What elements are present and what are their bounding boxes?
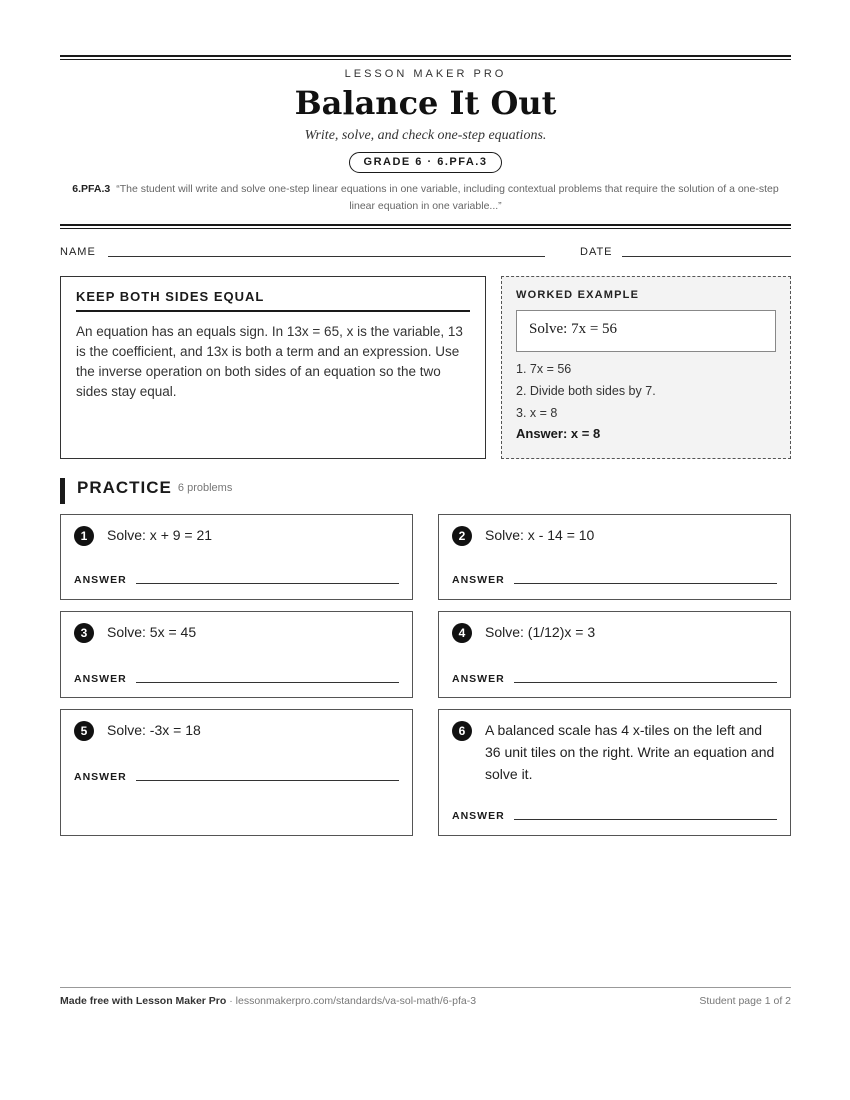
footer-made-with: Made free with Lesson Maker Pro [60, 995, 227, 1007]
problem-number-badge: 5 [74, 721, 94, 741]
worked-example-problem: Solve: 7x = 56 [516, 310, 776, 352]
practice-heading: PRACTICE [77, 478, 172, 497]
footer-rule [60, 987, 791, 988]
problem-number-badge: 2 [452, 526, 472, 546]
answer-field[interactable] [514, 583, 777, 584]
worked-example-box [501, 276, 791, 459]
problem-text: Solve: (1/12)x = 3 [485, 624, 596, 640]
answer-label: ANSWER [74, 673, 127, 685]
problem-card [60, 514, 413, 600]
problem-text: Solve: x + 9 = 21 [107, 527, 213, 543]
worked-example-step: 3. x = 8 [516, 406, 558, 420]
date-field[interactable] [622, 256, 791, 257]
answer-label: ANSWER [74, 771, 127, 783]
problem-text: Solve: -3x = 18 [107, 722, 201, 738]
problem-card [438, 709, 791, 836]
standard-description [60, 181, 791, 215]
problem-number-badge: 4 [452, 623, 472, 643]
worked-example-step: 2. Divide both sides by 7. [516, 384, 656, 398]
problem-number-badge: 6 [452, 721, 472, 741]
problem-text: Solve: 5x = 45 [107, 624, 197, 640]
practice-count: 6 problems [177, 482, 233, 494]
name-label: NAME [60, 246, 96, 258]
standard-code: 6.PFA.3 [72, 183, 111, 195]
student-fields [60, 244, 791, 260]
answer-field[interactable] [514, 819, 777, 820]
answer-label: ANSWER [74, 574, 127, 586]
worked-example-step: 1. 7x = 56 [516, 362, 572, 376]
problem-card [438, 514, 791, 600]
answer-field[interactable] [136, 682, 399, 683]
problem-card [438, 611, 791, 698]
concept-box [60, 276, 486, 459]
problem-number-badge: 3 [74, 623, 94, 643]
brand-name: LESSON MAKER PRO [344, 68, 507, 80]
worked-example-steps [516, 358, 776, 424]
grade-badge: GRADE 6 · 6.PFA.3 [349, 152, 503, 173]
worked-example-heading: WORKED EXAMPLE [516, 289, 640, 301]
answer-label: ANSWER [452, 810, 505, 822]
footer-credit [60, 995, 476, 1007]
date-label: DATE [580, 246, 613, 258]
problem-text: Solve: x - 14 = 10 [485, 527, 595, 543]
standard-text: “The student will write and solve one-step linear equations in one variable, including contextual problems that require the solution of a one-step linear equation in one variable...” [116, 183, 779, 212]
worked-example-answer: Answer: x = 8 [516, 426, 601, 441]
name-field[interactable] [108, 256, 545, 257]
header-bottom-rule [60, 224, 791, 226]
worksheet-title: Balance It Out [294, 84, 557, 122]
practice-header [60, 478, 232, 504]
answer-label: ANSWER [452, 673, 505, 685]
worksheet-page [60, 0, 791, 1100]
header-top-rule [60, 55, 791, 57]
concept-heading: KEEP BOTH SIDES EQUAL [76, 289, 470, 312]
answer-field[interactable] [136, 780, 399, 781]
concept-body: An equation has an equals sign. In 13x = 65, x is the variable, 13 is the coefficient, and 13x is both a term and an expression. Use the inverse operation on both sides of an equation so the two sides stay equal. [76, 324, 463, 399]
footer-url[interactable]: · lessonmakerpro.com/standards/va-sol-math/6-pfa-3 [226, 995, 477, 1007]
problem-text: A balanced scale has 4 x-tiles on the left and 36 unit tiles on the right. Write an equation and solve it. [485, 722, 775, 782]
problem-number-badge: 1 [74, 526, 94, 546]
answer-field[interactable] [136, 583, 399, 584]
grade-badge-wrap [60, 152, 791, 173]
problem-card [60, 709, 413, 836]
footer-page-number: Student page 1 of 2 [699, 995, 791, 1007]
answer-field[interactable] [514, 682, 777, 683]
worksheet-subtitle: Write, solve, and check one-step equations. [304, 128, 547, 143]
answer-label: ANSWER [452, 574, 505, 586]
problem-card [60, 611, 413, 698]
